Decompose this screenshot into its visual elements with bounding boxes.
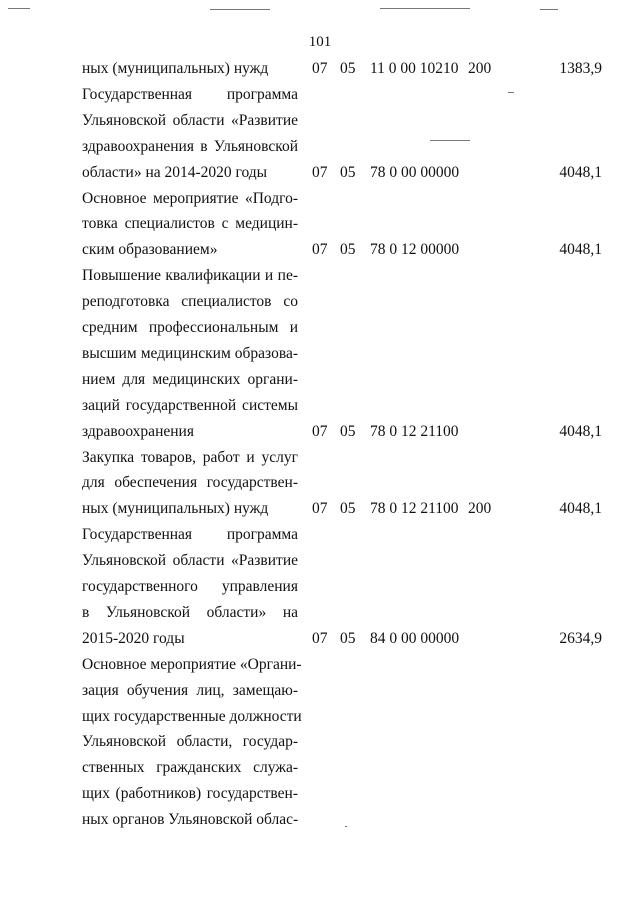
row-description-line: нием для медицинских органи- bbox=[82, 370, 298, 388]
table-line bbox=[82, 419, 602, 445]
scan-artifact bbox=[430, 140, 470, 141]
table-line bbox=[82, 600, 602, 626]
row-description-line: щих (работников) государствен- bbox=[82, 785, 298, 803]
table-line bbox=[82, 548, 602, 574]
scan-artifact bbox=[380, 8, 470, 9]
row-description-line: высшим медицинским образова- bbox=[82, 344, 298, 362]
row-description-line: заций государственной системы bbox=[82, 396, 298, 414]
page-number: 101 bbox=[308, 34, 332, 50]
table-line bbox=[82, 315, 602, 341]
row-description-line: для обеспечения государствен- bbox=[82, 474, 298, 492]
table-line bbox=[82, 626, 602, 652]
row-description-line: Государственная программа bbox=[82, 526, 298, 544]
scan-artifact bbox=[210, 9, 270, 10]
scan-artifact bbox=[8, 8, 30, 9]
row-description-line: ных (муниципальных) нужд bbox=[82, 60, 269, 77]
cell-sum: 4048,1 bbox=[559, 241, 602, 259]
row-description-line: щих государственные должности bbox=[82, 707, 302, 725]
table-line bbox=[82, 263, 602, 289]
table-line bbox=[82, 807, 602, 833]
table-line bbox=[82, 445, 602, 471]
row-description-line: Основное мероприятие «Органи- bbox=[82, 655, 302, 673]
row-description-line: Ульяновской области, государ- bbox=[82, 733, 298, 751]
table-line bbox=[82, 704, 602, 730]
cell-rz: 07 bbox=[312, 241, 328, 259]
table-line bbox=[82, 470, 602, 496]
table-line bbox=[82, 108, 602, 134]
table-line bbox=[82, 237, 602, 263]
cell-vr: 200 bbox=[468, 60, 492, 77]
scan-artifact bbox=[540, 9, 558, 10]
row-description-line: в Ульяновской области» на bbox=[82, 603, 298, 621]
table-line bbox=[82, 134, 602, 160]
row-description-line: области» на 2014-2020 годы bbox=[82, 163, 268, 181]
table-line bbox=[82, 781, 602, 807]
cell-pr: 05 bbox=[340, 629, 356, 647]
table-line bbox=[82, 341, 602, 367]
row-description-line: реподготовка специалистов со bbox=[82, 293, 298, 311]
cell-sum: 4048,1 bbox=[559, 163, 602, 181]
scan-artifact bbox=[345, 826, 347, 827]
cell-sum: 4048,1 bbox=[559, 422, 602, 440]
cell-sum: 1383,9 bbox=[559, 60, 602, 77]
table-line bbox=[82, 393, 602, 419]
cell-csr: 78 0 00 00000 bbox=[370, 163, 460, 181]
row-description-line: ственных гражданских служа- bbox=[82, 759, 298, 777]
row-description-line: Ульяновской области «Развитие bbox=[82, 552, 298, 570]
scan-artifact bbox=[508, 92, 514, 93]
cell-csr: 78 0 12 00000 bbox=[370, 241, 460, 259]
cell-csr: 78 0 12 21100 bbox=[370, 422, 459, 440]
table-line bbox=[82, 574, 602, 600]
table-line bbox=[82, 211, 602, 237]
cell-pr: 05 bbox=[340, 241, 356, 259]
row-description-line: Государственная программа bbox=[82, 85, 298, 103]
table-line bbox=[82, 496, 602, 522]
row-description-line: Основное мероприятие «Подго- bbox=[82, 189, 298, 207]
row-description-line: государственного управления bbox=[82, 578, 298, 595]
row-description-line: ским образованием» bbox=[82, 241, 218, 259]
row-description-line: Ульяновской области «Развитие bbox=[82, 111, 298, 129]
table-line bbox=[82, 56, 602, 82]
row-description-line: Повышение квалификации и пе- bbox=[82, 267, 298, 285]
cell-pr: 05 bbox=[340, 500, 356, 518]
table-line bbox=[82, 367, 602, 393]
cell-csr: 84 0 00 00000 bbox=[370, 629, 460, 647]
cell-sum: 4048,1 bbox=[559, 500, 602, 518]
cell-rz: 07 bbox=[312, 422, 328, 440]
row-description-line: ных (муниципальных) нужд bbox=[82, 500, 269, 518]
table-line bbox=[82, 729, 602, 755]
table-line bbox=[82, 186, 602, 212]
row-description-line: зация обучения лиц, замещаю- bbox=[82, 681, 298, 699]
row-description-line: Закупка товаров, работ и услуг bbox=[82, 448, 298, 466]
table-line bbox=[82, 522, 602, 548]
cell-vr: 200 bbox=[468, 500, 492, 518]
table-line bbox=[82, 289, 602, 315]
row-description-line: ных органов Ульяновской облас- bbox=[82, 811, 299, 829]
row-description-line: 2015-2020 годы bbox=[82, 629, 185, 647]
row-description-line: здравоохранения bbox=[82, 422, 194, 440]
cell-pr: 05 bbox=[340, 422, 356, 440]
cell-csr: 11 0 00 10210 bbox=[370, 60, 459, 77]
cell-sum: 2634,9 bbox=[559, 629, 602, 647]
cell-pr: 05 bbox=[340, 60, 356, 77]
cell-rz: 07 bbox=[312, 500, 328, 518]
cell-rz: 07 bbox=[312, 163, 328, 181]
table-line bbox=[82, 160, 602, 186]
table-line bbox=[82, 678, 602, 704]
cell-rz: 07 bbox=[312, 60, 328, 77]
row-description-line: товка специалистов с медицин- bbox=[82, 215, 298, 233]
cell-pr: 05 bbox=[340, 163, 356, 181]
row-description-line: средним профессиональным и bbox=[82, 319, 298, 336]
row-description-line: здравоохранения в Ульяновской bbox=[82, 137, 298, 155]
table-line bbox=[82, 82, 602, 108]
table-line bbox=[82, 755, 602, 781]
table-line bbox=[82, 652, 602, 678]
cell-rz: 07 bbox=[312, 629, 328, 647]
cell-csr: 78 0 12 21100 bbox=[370, 500, 459, 518]
